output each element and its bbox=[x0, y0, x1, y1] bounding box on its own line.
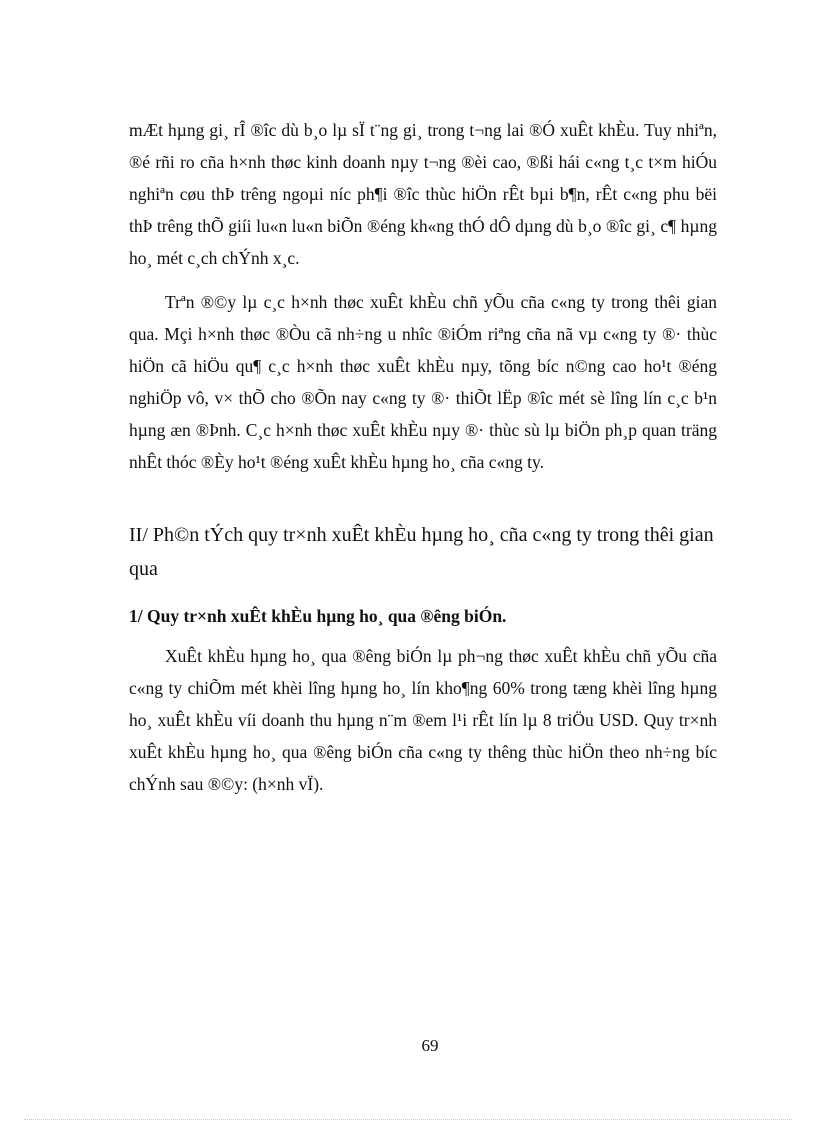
paragraph-sea-export: XuÊt khÈu hµng ho¸ qua ®êng biÓn lµ ph¬ng thøc xuÊt khÈu chñ yÕu cña c«ng ty chiÕm mét khèi lîng hµng ho¸ lín kho¶ng 60% trong tæng khèi lîng hµng ho¸ xuÊt khÈu víi doanh thu hµng n¨m ®em l¹i rÊt lín lµ 8 triÖu USD. Quy tr×nh xuÊt khÈu hµng ho¸ qua ®êng biÓn cña c«ng ty thêng thùc hiÖn theo nh÷ng bíc chÝnh sau ®©y: (h×nh vÏ). bbox=[129, 646, 717, 794]
page-divider bbox=[24, 1119, 792, 1120]
section-heading: II/ Ph©n tÝch quy tr×nh xuÊt khÈu hµng ho¸ cña c«ng ty trong thêi gian qua bbox=[129, 524, 714, 580]
paragraph-summary: Trªn ®©y lµ c¸c h×nh thøc xuÊt khÈu chñ yÕu cña c«ng ty trong thêi gian qua. Mçi h×nh thøc ®Òu cã nh÷ng u nhîc ®iÓm riªng cña nã vµ c«ng ty ®· thùc hiÖn cã hiÖu qu¶ c¸c h×nh thøc xuÊt khÈu nµy, tõng bíc n©ng cao ho¹t ®éng nghiÖp vô, v× thÕ cho ®Õn nay c«ng ty ®· thiÕt lËp ®îc mét sè lîng lín c¸c b¹n hµng æn ®Þnh. C¸c h×nh thøc xuÊt khÈu nµy ®· thùc sù lµ biÖn ph¸p quan träng nhÊt thóc ®Èy ho¹t ®éng xuÊt khÈu hµng ho¸ cña c«ng ty. bbox=[129, 292, 717, 472]
paragraph-risk: mÆt hµng gi¸ rÎ ®îc dù b¸o lµ sÏ t¨ng gi¸ trong t¬ng lai ®Ó xuÊt khÈu. Tuy nhiªn, ®é rñi ro cña h×nh thøc kinh doanh nµy t¬ng ®èi cao, ®ßi hái c«ng t¸c t×m hiÓu nghiªn cøu thÞ trêng ngoµi níc ph¶i ®îc thùc hiÖn rÊt bµi b¶n, rÊt c«ng phu bëi thÞ trêng thÕ giíi lu«n lu«n biÕn ®éng kh«ng thÓ dÔ dµng dù b¸o ®îc gi¸ c¶ hµng ho¸ mét c¸ch chÝnh x¸c. bbox=[129, 120, 717, 268]
page-number: 69 bbox=[421, 1036, 439, 1055]
sub-heading: 1/ Quy tr×nh xuÊt khÈu hµng ho¸ qua ®êng biÓn. bbox=[129, 606, 507, 626]
